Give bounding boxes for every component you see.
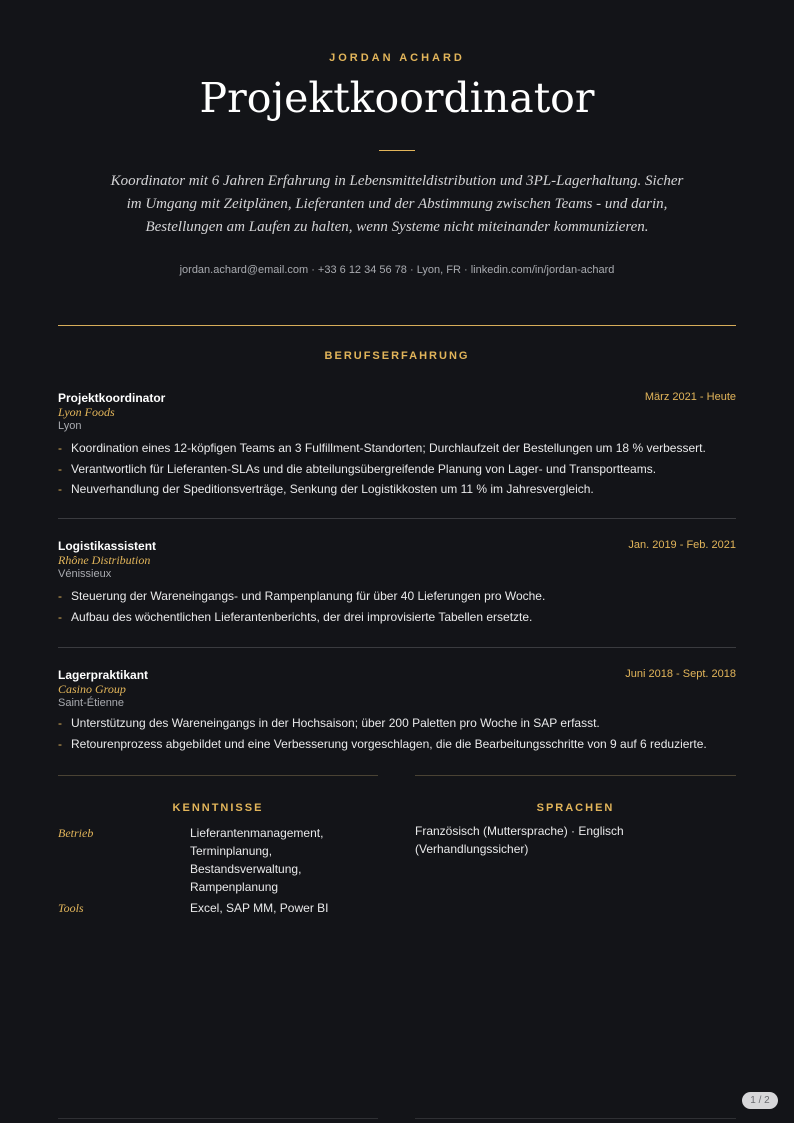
- footer-divider: [415, 1118, 736, 1119]
- languages-divider: [415, 775, 736, 776]
- job-date: Juni 2018 - Sept. 2018: [625, 668, 736, 680]
- skills-heading: KENNTNISSE: [172, 802, 264, 814]
- job-company: Rhône Distribution: [58, 553, 151, 567]
- bullet-item: - Retourenprozess abgebildet und eine Verbesserung vorgeschlagen, die die Bearbeitungsschritte von 9 auf 6 reduzierte.: [58, 734, 748, 755]
- bullet-item: - Steuerung der Wareneingangs- und Rampenplanung für über 40 Lieferungen pro Woche.: [58, 586, 748, 607]
- job-title: Logistikassistent: [58, 539, 157, 553]
- job-location: Lyon: [58, 420, 82, 432]
- job-bullets: [58, 586, 748, 627]
- contact-line: jordan.achard@email.com · +33 6 12 34 56 78 · Lyon, FR · linkedin.com/in/jordan-achard: [179, 264, 615, 276]
- languages-text: Französisch (Muttersprache) · Englisch (Verhandlungssicher): [415, 824, 624, 856]
- summary-text: Koordinator mit 6 Jahren Erfahrung in Lebensmitteldistribution und 3PL-Lagerhaltung. Sicher im Umgang mit Zeitplänen, Lieferanten und der Abstimmung zwischen Teams - und darin, Bestellungen am Laufen zu halten, wenn Systeme nicht miteinander kommunizieren.: [110, 173, 684, 235]
- languages-heading: SPRACHEN: [536, 802, 615, 814]
- job-company: Casino Group: [58, 682, 126, 696]
- skill-label: Tools: [58, 901, 84, 915]
- job-location: Saint-Étienne: [58, 697, 125, 709]
- skills-divider: [58, 775, 378, 776]
- bullet-item: - Aufbau des wöchentlichen Lieferantenberichts, der drei improvisierte Tabellen ersetzte.: [58, 607, 748, 628]
- experience-heading: BERUFSERFAHRUNG: [324, 350, 470, 362]
- page-title: Projektkoordinator: [199, 74, 595, 122]
- skill-label: Betrieb: [58, 826, 94, 840]
- job-bullets: [58, 438, 748, 500]
- job-location: Vénissieux: [58, 568, 112, 580]
- skill-value: Excel, SAP MM, Power BI: [190, 901, 329, 915]
- bullet-item: - Neuverhandlung der Speditionsverträge, Senkung der Logistikkosten um 11 % im Jahresvergleich.: [58, 479, 748, 500]
- job-title: Projektkoordinator: [58, 391, 166, 405]
- bullet-item: - Koordination eines 12-köpfigen Teams an 3 Fulfillment-Standorten; Durchlaufzeit der Bestellungen um 18 % verbessert.: [58, 438, 748, 459]
- page-indicator[interactable]: 1 / 2: [742, 1092, 778, 1109]
- job-divider: [58, 518, 736, 519]
- skill-value: Lieferantenmanagement, Terminplanung, Bestandsverwaltung, Rampenplanung: [190, 826, 324, 894]
- job-date: Jan. 2019 - Feb. 2021: [628, 539, 736, 551]
- job-divider: [58, 647, 736, 648]
- job-company: Lyon Foods: [58, 405, 115, 419]
- job-date: März 2021 - Heute: [644, 391, 736, 403]
- bullet-item: - Verantwortlich für Lieferanten-SLAs und die abteilungsübergreifende Planung von Lager- und Transportteams.: [58, 459, 748, 480]
- bullet-item: - Unterstützung des Wareneingangs in der Hochsaison; über 200 Paletten pro Woche in SAP erfasst.: [58, 713, 748, 734]
- candidate-name: JORDAN ACHARD: [329, 52, 465, 64]
- header-divider: [58, 325, 736, 326]
- title-divider: [379, 150, 415, 151]
- footer-divider: [58, 1118, 378, 1119]
- job-title: Lagerpraktikant: [58, 668, 149, 682]
- job-bullets: [58, 713, 748, 754]
